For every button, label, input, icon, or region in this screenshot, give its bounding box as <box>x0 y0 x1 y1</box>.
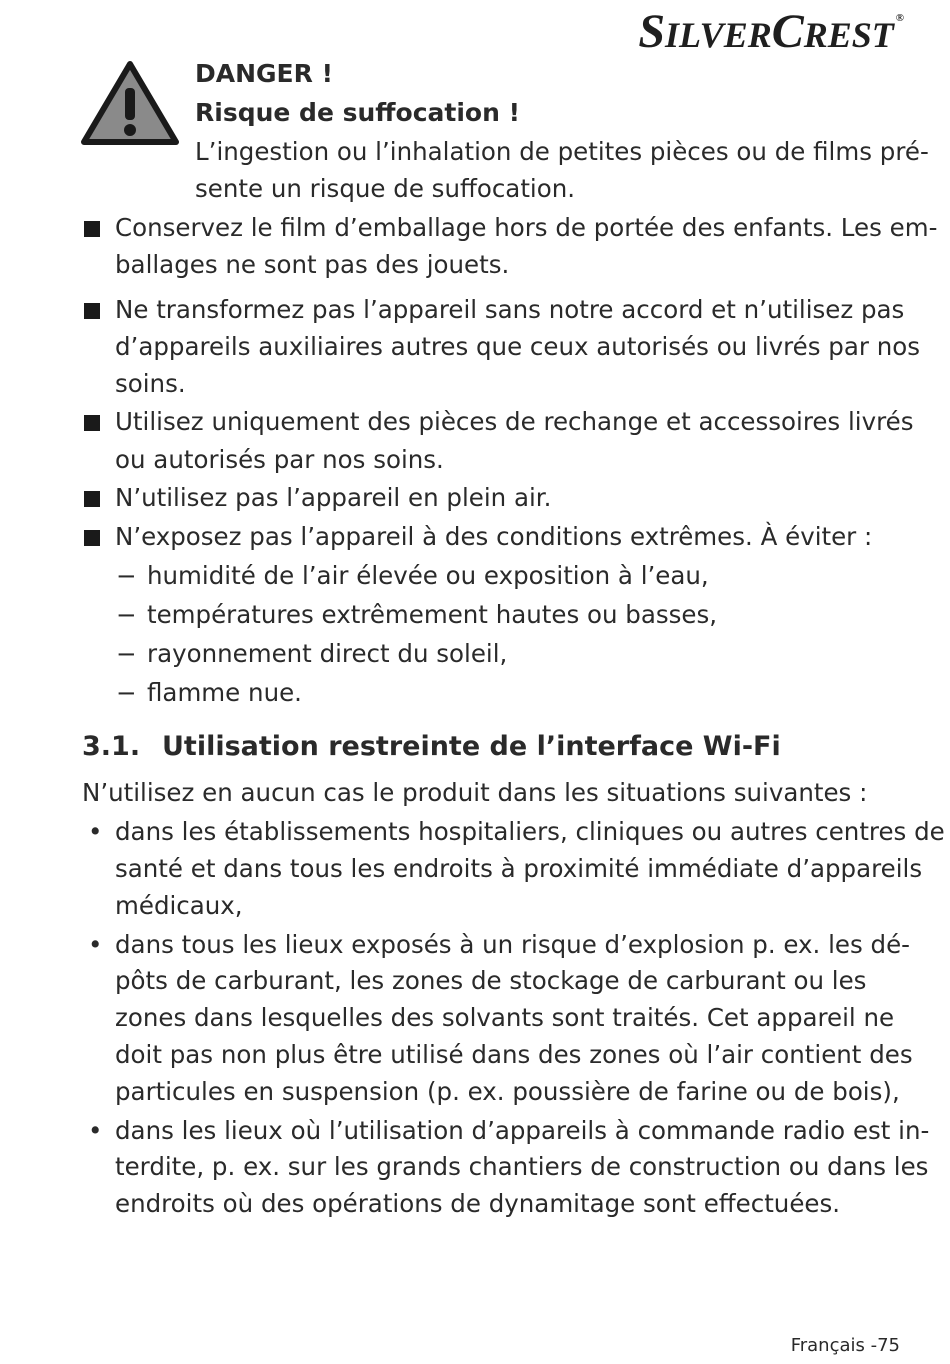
bullet-line: Conservez le film d’emballage hors de portée des enfants. Les em- <box>115 213 938 242</box>
dash-bullet: − <box>116 600 137 629</box>
danger-text-line: sente un risque de suffocation. <box>195 174 576 203</box>
dash-bullet: − <box>116 678 137 707</box>
section-title: Utilisation restreinte de l’interface Wi-Fi <box>162 731 781 762</box>
section-number: 3.1. <box>82 731 141 762</box>
section-item-line: particules en suspension (p. ex. poussière de farine ou de bois), <box>115 1077 900 1106</box>
brand-logo <box>638 4 904 59</box>
dot-bullet: • <box>88 930 103 959</box>
dash-item: rayonnement direct du soleil, <box>147 639 508 668</box>
brand-logo-part: REST <box>803 15 894 55</box>
bullet-line: ballages ne sont pas des jouets. <box>115 250 510 279</box>
dash-item: températures extrêmement hautes ou basses, <box>147 600 718 629</box>
bullet-line: soins. <box>115 369 186 398</box>
section-item-line: médicaux, <box>115 891 243 920</box>
brand-logo-letter: C <box>771 5 804 58</box>
warning-triangle-icon <box>80 60 180 148</box>
registered-mark: ® <box>895 12 904 24</box>
danger-subtitle: Risque de suffocation ! <box>195 98 520 127</box>
brand-logo-part: ILVER <box>665 15 772 55</box>
section-item-line: dans tous les lieux exposés à un risque d’explosion p. ex. les dé- <box>115 930 911 959</box>
section-item-line: terdite, p. ex. sur les grands chantiers de construction ou dans les <box>115 1152 929 1181</box>
section-item-line: santé et dans tous les endroits à proximité immédiate d’appareils <box>115 854 923 883</box>
bullet-line: N’utilisez pas l’appareil en plein air. <box>115 483 552 512</box>
danger-text-line: L’ingestion ou l’inhalation de petites pièces ou de films pré- <box>195 137 929 166</box>
dot-bullet: • <box>88 817 103 846</box>
square-bullet-icon <box>84 491 100 507</box>
bullet-line: Ne transformez pas l’appareil sans notre accord et n’utilisez pas <box>115 295 905 324</box>
section-item-line: dans les lieux où l’utilisation d’appareils à commande radio est in- <box>115 1116 930 1145</box>
dash-bullet: − <box>116 561 137 590</box>
square-bullet-icon <box>84 415 100 431</box>
section-item-line: pôts de carburant, les zones de stockage de carburant ou les <box>115 966 867 995</box>
section-item-line: zones dans lesquelles des solvants sont traités. Cet appareil ne <box>115 1003 895 1032</box>
dash-item: flamme nue. <box>147 678 302 707</box>
page-footer: Français -75 <box>790 1335 900 1356</box>
bullet-line: ou autorisés par nos soins. <box>115 445 444 474</box>
bullet-line: d’appareils auxiliaires autres que ceux autorisés ou livrés par nos <box>115 332 920 361</box>
section-item-line: dans les établissements hospitaliers, cliniques ou autres centres de <box>115 817 945 846</box>
section-item-line: doit pas non plus être utilisé dans des zones où l’air contient des <box>115 1040 913 1069</box>
section-intro: N’utilisez en aucun cas le produit dans les situations suivantes : <box>82 778 868 807</box>
square-bullet-icon <box>84 303 100 319</box>
square-bullet-icon <box>84 530 100 546</box>
square-bullet-icon <box>84 221 100 237</box>
dash-bullet: − <box>116 639 137 668</box>
bullet-line: Utilisez uniquement des pièces de rechange et accessoires livrés <box>115 407 914 436</box>
danger-title: DANGER ! <box>195 59 333 88</box>
dot-bullet: • <box>88 1116 103 1145</box>
section-item-line: endroits où des opérations de dynamitage sont effectuées. <box>115 1189 841 1218</box>
brand-logo-letter: S <box>638 5 666 58</box>
dash-item: humidité de l’air élevée ou exposition à l’eau, <box>147 561 709 590</box>
bullet-line: N’exposez pas l’appareil à des conditions extrêmes. À éviter : <box>115 522 873 551</box>
